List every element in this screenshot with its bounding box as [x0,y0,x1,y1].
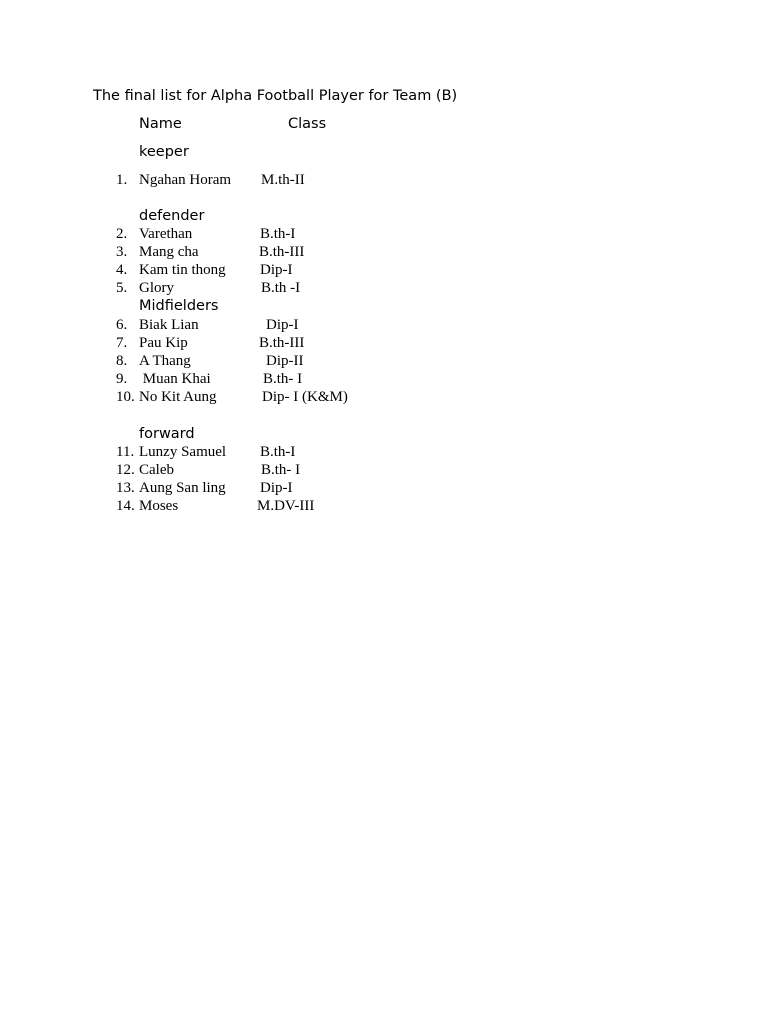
player-number: 9. [116,371,128,387]
column-header-class: Class [288,116,327,132]
player-number: 8. [116,353,128,369]
player-class: B.th-I [260,444,296,460]
player-number: 2. [116,226,128,242]
player-class: Dip- I (K&M) [262,389,348,405]
player-number: 4. [116,262,128,278]
player-name: Lunzy Samuel [139,444,227,460]
player-name: Muan Khai [139,371,211,387]
column-header-name: Name [139,116,182,132]
player-class: Dip-I [260,480,293,496]
player-number: 3. [116,244,128,260]
player-class: B.th-III [259,244,305,260]
player-class: M.th-II [261,172,305,188]
section-heading-defender: defender [139,208,205,224]
player-number: 13. [116,480,135,496]
document-title: The final list for Alpha Football Player for Team (B) [93,88,458,104]
player-name: Aung San ling [139,480,226,496]
player-number: 14. [116,498,135,514]
player-name: Ngahan Horam [139,172,232,188]
player-name: A Thang [139,353,191,369]
player-name: Moses [139,498,179,514]
player-class: Dip-I [266,317,299,333]
player-number: 10. [116,389,135,405]
section-heading-keeper: keeper [139,144,189,160]
player-name: Pau Kip [139,335,188,351]
player-class: Dip-II [266,353,304,369]
section-heading-forward: forward [139,426,195,442]
player-class: B.th-I [260,226,296,242]
player-class: B.th- I [261,462,301,478]
player-number: 12. [116,462,135,478]
player-class: B.th -I [261,280,301,296]
player-class: Dip-I [260,262,293,278]
player-name: Caleb [139,462,174,478]
player-number: 11. [116,444,135,460]
player-class: B.th-III [259,335,305,351]
player-name: Mang cha [139,244,199,260]
player-name: Kam tin thong [139,262,226,278]
player-name: Glory [139,280,174,296]
player-number: 6. [116,317,128,333]
player-number: 1. [116,172,128,188]
player-name: No Kit Aung [139,389,217,405]
player-number: 7. [116,335,128,351]
player-class: B.th- I [263,371,303,387]
player-number: 5. [116,280,128,296]
player-class: M.DV-III [257,498,315,514]
player-name: Varethan [139,226,193,242]
section-heading-midfielders: Midfielders [139,298,219,314]
player-name: Biak Lian [139,317,199,333]
